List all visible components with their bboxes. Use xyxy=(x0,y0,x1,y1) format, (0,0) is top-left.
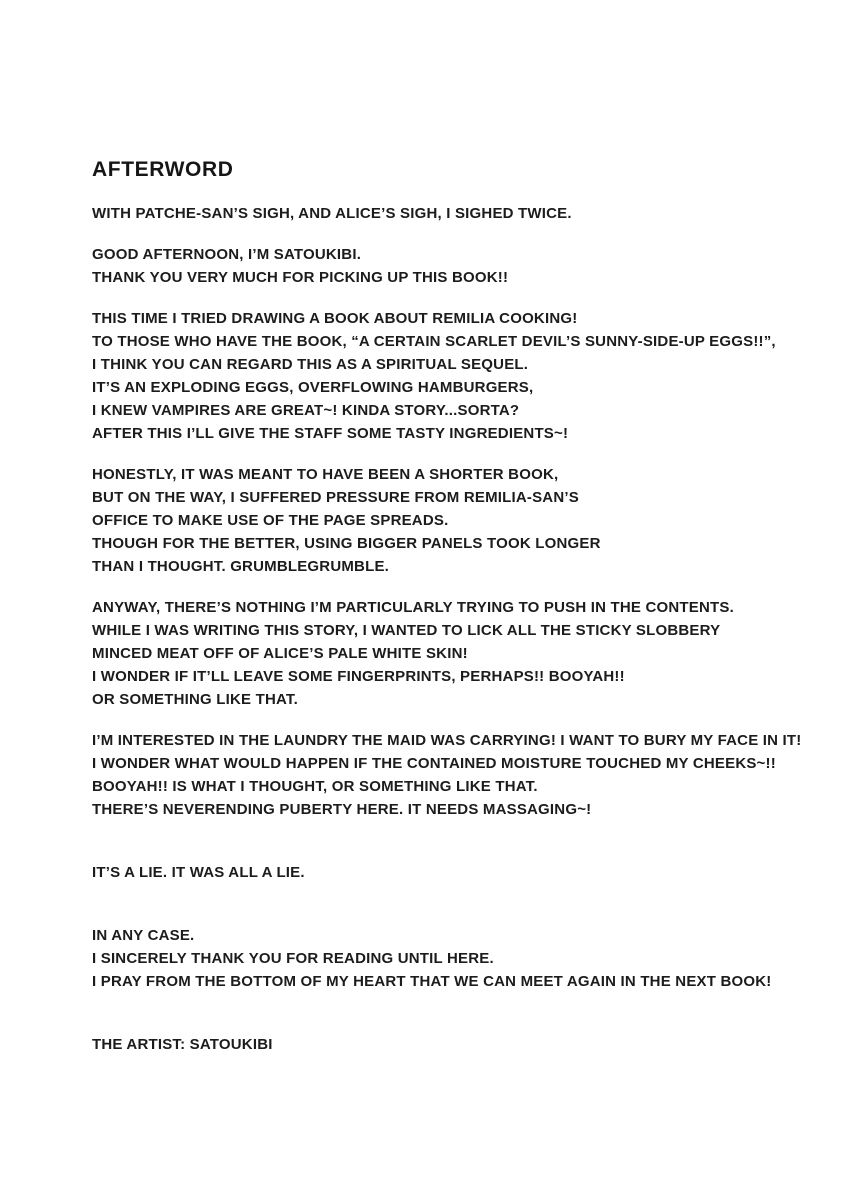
text-line: MINCED MEAT OFF OF ALICE’S PALE WHITE SKIN! xyxy=(92,645,468,662)
text-line: AFTER THIS I’LL GIVE THE STAFF SOME TASTY INGREDIENTS~! xyxy=(92,425,569,442)
text-line: GOOD AFTERNOON, I’M SATOUKIBI. xyxy=(92,246,362,263)
paragraph-production xyxy=(92,463,803,578)
text-line: I WONDER WHAT WOULD HAPPEN IF THE CONTAINED MOISTURE TOUCHED MY CHEEKS~!! xyxy=(92,755,776,772)
text-line: THAN I THOUGHT. GRUMBLEGRUMBLE. xyxy=(92,558,390,575)
text-line: THIS TIME I TRIED DRAWING A BOOK ABOUT REMILIA COOKING! xyxy=(92,310,578,327)
text-line: THOUGH FOR THE BETTER, USING BIGGER PANELS TOOK LONGER xyxy=(92,535,601,552)
text-line: THANK YOU VERY MUCH FOR PICKING UP THIS BOOK!! xyxy=(92,269,509,286)
paragraph-sigh xyxy=(92,202,803,225)
paragraph-greeting xyxy=(92,243,803,289)
page-title: AFTERWORD xyxy=(92,158,234,181)
paragraph-laundry xyxy=(92,729,803,821)
text-line: BUT ON THE WAY, I SUFFERED PRESSURE FROM REMILIA-SAN’S xyxy=(92,489,579,506)
paragraph-contents xyxy=(92,596,803,711)
text-line: IT’S AN EXPLODING EGGS, OVERFLOWING HAMBURGERS, xyxy=(92,379,534,396)
text-line: THE ARTIST: SATOUKIBI xyxy=(92,1036,273,1053)
text-line: I’M INTERESTED IN THE LAUNDRY THE MAID WAS CARRYING! I WANT TO BURY MY FACE IN IT! xyxy=(92,732,802,749)
text-line: WITH PATCHE-SAN’S SIGH, AND ALICE’S SIGH, I SIGHED TWICE. xyxy=(92,205,572,222)
text-line: IT’S A LIE. IT WAS ALL A LIE. xyxy=(92,864,305,881)
text-line: OFFICE TO MAKE USE OF THE PAGE SPREADS. xyxy=(92,512,449,529)
afterword-body xyxy=(92,202,803,1056)
text-line: THERE’S NEVERENDING PUBERTY HERE. IT NEEDS MASSAGING~! xyxy=(92,801,592,818)
text-line: ANYWAY, THERE’S NOTHING I’M PARTICULARLY TRYING TO PUSH IN THE CONTENTS. xyxy=(92,599,734,616)
text-line: OR SOMETHING LIKE THAT. xyxy=(92,691,298,708)
text-line: I WONDER IF IT’LL LEAVE SOME FINGERPRINTS, PERHAPS!! BOOYAH!! xyxy=(92,668,625,685)
paragraph-lie xyxy=(92,861,803,884)
text-line: I SINCERELY THANK YOU FOR READING UNTIL HERE. xyxy=(92,950,494,967)
text-line: I THINK YOU CAN REGARD THIS AS A SPIRITUAL SEQUEL. xyxy=(92,356,529,373)
text-line: I KNEW VAMPIRES ARE GREAT~! KINDA STORY...SORTA? xyxy=(92,402,520,419)
text-line: WHILE I WAS WRITING THIS STORY, I WANTED TO LICK ALL THE STICKY SLOBBERY xyxy=(92,622,721,639)
paragraph-signature xyxy=(92,1033,803,1056)
text-line: I PRAY FROM THE BOTTOM OF MY HEART THAT WE CAN MEET AGAIN IN THE NEXT BOOK! xyxy=(92,973,772,990)
text-line: HONESTLY, IT WAS MEANT TO HAVE BEEN A SHORTER BOOK, xyxy=(92,466,559,483)
text-line: BOOYAH!! IS WHAT I THOUGHT, OR SOMETHING LIKE THAT. xyxy=(92,778,538,795)
paragraph-closing xyxy=(92,924,803,993)
paragraph-about-book xyxy=(92,307,803,445)
text-line: TO THOSE WHO HAVE THE BOOK, “A CERTAIN SCARLET DEVIL’S SUNNY-SIDE-UP EGGS!!”, xyxy=(92,333,776,350)
text-line: IN ANY CASE. xyxy=(92,927,195,944)
